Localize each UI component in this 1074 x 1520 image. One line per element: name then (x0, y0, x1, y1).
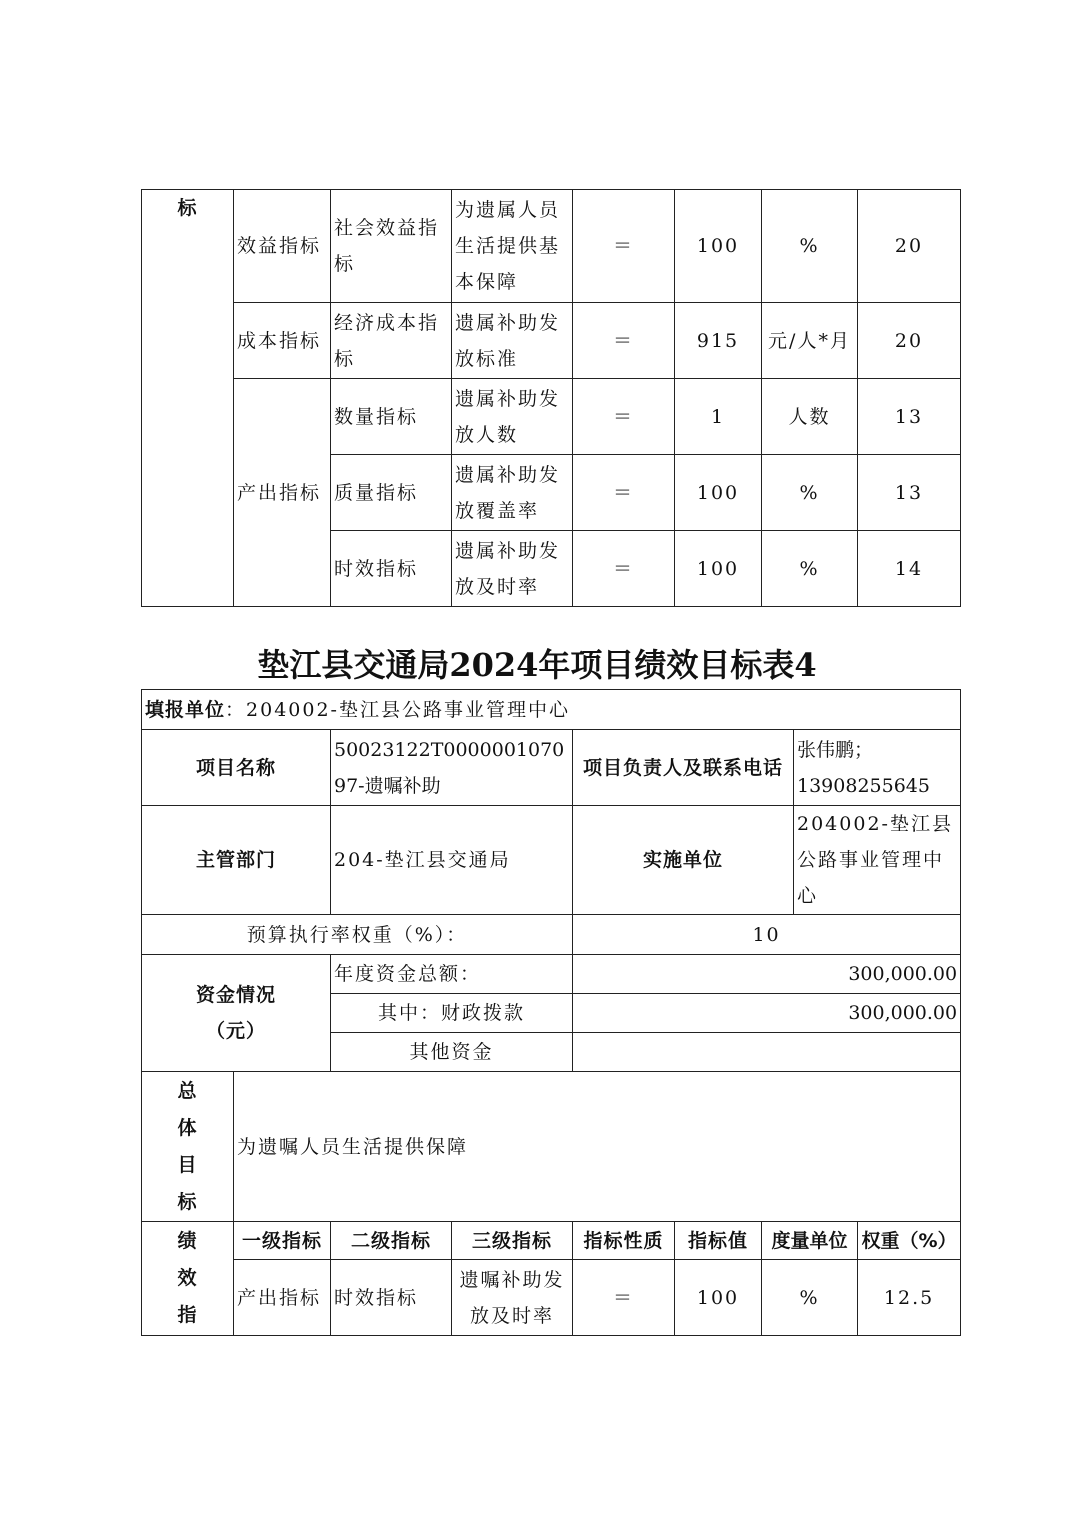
other-funds-value (573, 1033, 961, 1072)
row-unit: % (762, 1260, 858, 1336)
nature-cell: ＝ (573, 531, 675, 607)
overall-goal-value: 为遗嘱人员生活提供保障 (234, 1072, 961, 1222)
funds-label-line2: （元） (205, 1020, 266, 1042)
value-cell: 100 (675, 531, 762, 607)
contact-value: 张伟鹏；13908255645 (794, 730, 961, 806)
header-unit: 度量单位 (762, 1222, 858, 1260)
other-funds-label: 其他资金 (331, 1033, 573, 1072)
weight-cell: 13 (858, 455, 961, 531)
value-cell: 915 (675, 303, 762, 379)
level2-cell: 质量指标 (331, 455, 452, 531)
reporting-unit-label: 填报单位 (145, 698, 226, 721)
header-value: 指标值 (675, 1222, 762, 1260)
reporting-unit-row (142, 690, 961, 730)
fiscal-label: 其中：财政拨款 (331, 994, 573, 1033)
row-nature: ＝ (573, 1260, 675, 1336)
level1-cell: 产出指标 (234, 379, 331, 607)
row-level1: 产出指标 (234, 1260, 331, 1336)
level3-cell: 为遗属人员生活提供基本保障 (452, 190, 573, 303)
row-value: 100 (675, 1260, 762, 1336)
performance-target-form (141, 689, 961, 1336)
indicator-section-label: 标 (142, 190, 234, 607)
reporting-unit-value: ：204002-垫江县公路事业管理中心 (225, 698, 570, 721)
value-cell: 1 (675, 379, 762, 455)
level3-cell: 遗属补助发放覆盖率 (452, 455, 573, 531)
form-title: 垫江县交通局2024年项目绩效目标表4 (257, 646, 817, 684)
header-nature: 指标性质 (573, 1222, 675, 1260)
unit-cell: % (762, 531, 858, 607)
nature-cell: ＝ (573, 190, 675, 303)
impl-label: 实施单位 (573, 806, 794, 915)
nature-cell: ＝ (573, 303, 675, 379)
level3-cell: 遗属补助发放人数 (452, 379, 573, 455)
weight-cell: 14 (858, 531, 961, 607)
level2-cell: 经济成本指标 (331, 303, 452, 379)
level3-cell: 遗属补助发放标准 (452, 303, 573, 379)
perf-indicator-label: 绩效指 (142, 1222, 234, 1336)
overall-goal-label: 总体目标 (142, 1072, 234, 1222)
budget-rate-label: 预算执行率权重（%）： (142, 915, 573, 955)
weight-cell: 20 (858, 190, 961, 303)
level1-cell: 成本指标 (234, 303, 331, 379)
project-name-value: 50023122T000000107097-遗嘱补助 (331, 730, 573, 806)
contact-label: 项目负责人及联系电话 (573, 730, 794, 806)
level3-cell: 遗属补助发放及时率 (452, 531, 573, 607)
annual-total-value: 300,000.00 (573, 955, 961, 994)
nature-cell: ＝ (573, 455, 675, 531)
level2-cell: 数量指标 (331, 379, 452, 455)
unit-cell: 人数 (762, 379, 858, 455)
weight-cell: 13 (858, 379, 961, 455)
indicator-table-continued (141, 189, 961, 607)
unit-cell: % (762, 455, 858, 531)
impl-value: 204002-垫江县公路事业管理中心 (794, 806, 961, 915)
dept-label: 主管部门 (142, 806, 331, 915)
level2-cell: 社会效益指标 (331, 190, 452, 303)
unit-cell: % (762, 190, 858, 303)
row-level3: 遗嘱补助发放及时率 (452, 1260, 573, 1336)
header-level3: 三级指标 (452, 1222, 573, 1260)
annual-total-label: 年度资金总额： (331, 955, 573, 994)
value-cell: 100 (675, 455, 762, 531)
row-level2: 时效指标 (331, 1260, 452, 1336)
weight-cell: 20 (858, 303, 961, 379)
header-level1: 一级指标 (234, 1222, 331, 1260)
fiscal-value: 300,000.00 (573, 994, 961, 1033)
level2-cell: 时效指标 (331, 531, 452, 607)
budget-rate-value: 10 (573, 915, 961, 955)
row-weight: 12.5 (858, 1260, 961, 1336)
funds-label-line1: 资金情况 (195, 984, 276, 1006)
unit-cell: 元/人*月 (762, 303, 858, 379)
level1-cell: 效益指标 (234, 190, 331, 303)
value-cell: 100 (675, 190, 762, 303)
header-weight: 权重（%） (858, 1222, 961, 1260)
header-level2: 二级指标 (331, 1222, 452, 1260)
funds-label (142, 955, 331, 1072)
nature-cell: ＝ (573, 379, 675, 455)
project-name-label: 项目名称 (142, 730, 331, 806)
dept-value: 204-垫江县交通局 (331, 806, 573, 915)
